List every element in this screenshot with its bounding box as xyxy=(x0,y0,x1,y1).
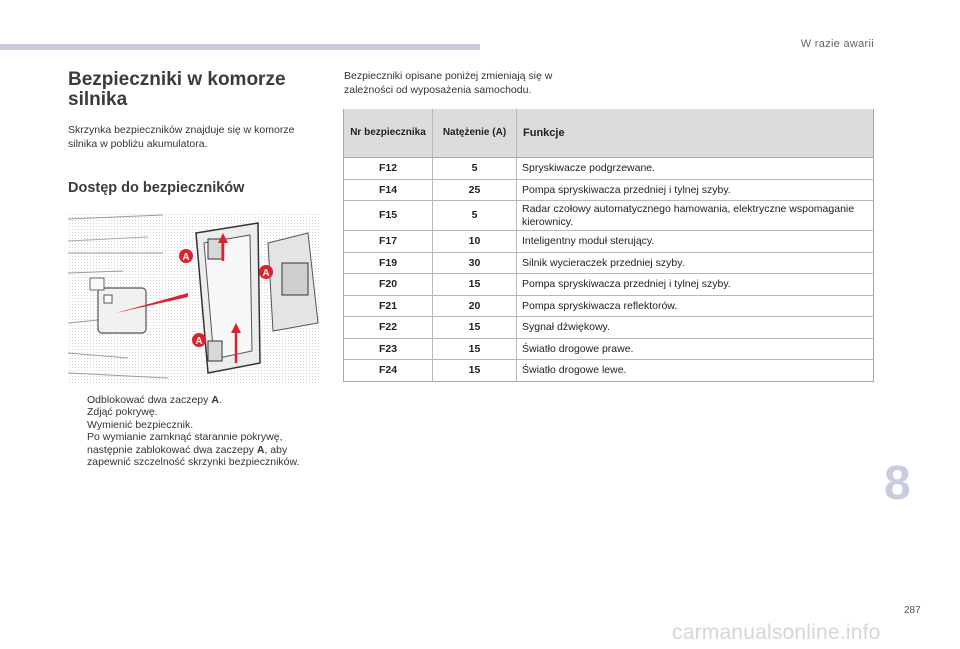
marker-a xyxy=(259,265,273,279)
step-item: Wymienić bezpiecznik. xyxy=(87,418,194,431)
fuse-box-illustration xyxy=(68,213,320,385)
header-function: Funkcje xyxy=(517,109,874,158)
table-row: F23 15 Światło drogowe prawe. xyxy=(344,338,874,360)
table-row: F20 15 Pompa spryskiwacza przedniej i tylnej szyby. xyxy=(344,274,874,296)
table-row: F22 15 Sygnał dźwiękowy. xyxy=(344,317,874,339)
marker-a xyxy=(179,249,193,263)
table-row: F14 25 Pompa spryskiwacza przedniej i tylnej szyby. xyxy=(344,179,874,201)
watermark: carmanualsonline.info xyxy=(672,621,881,644)
marker-a xyxy=(192,333,206,347)
step-item: Po wymianie zamknąć starannie pokrywę, następnie zablokować dwa zaczepy A, aby zapewnić szczelność skrzynki bezpieczników. xyxy=(87,431,300,469)
header-fuse-number: Nr bezpiecznika xyxy=(344,109,433,158)
clip-bottom xyxy=(208,341,222,361)
table-row: F24 15 Światło drogowe lewe. xyxy=(344,360,874,382)
table-row: F17 10 Inteligentny moduł sterujący. xyxy=(344,231,874,253)
table-row: F21 20 Pompa spryskiwacza reflektorów. xyxy=(344,295,874,317)
table-row: F19 30 Silnik wycieraczek przedniej szyby. xyxy=(344,252,874,274)
page-number: 287 xyxy=(904,605,921,616)
table-row: F12 5 Spryskiwacze podgrzewane. xyxy=(344,158,874,180)
fuse-table xyxy=(343,109,874,382)
steps-list xyxy=(68,394,328,468)
header-amperage: Natężenie (A) xyxy=(433,109,517,158)
table-row: F15 5 Radar czołowy automatycznego hamowania, elektryczne wspomaganie kierownicy. xyxy=(344,201,874,231)
page-title: Bezpieczniki w komorze silnika xyxy=(68,69,286,110)
step-item: Zdjąć pokrywę. xyxy=(87,406,158,419)
step-item: Odblokować dwa zaczepy A. xyxy=(87,394,222,406)
section-header: W razie awarii xyxy=(800,38,874,50)
intro-text: Skrzynka bezpieczników znajduje się w komorze silnika w pobliżu akumulatora. xyxy=(68,124,295,150)
table-header-row xyxy=(344,109,874,158)
access-subtitle: Dostęp do bezpieczników xyxy=(68,180,245,196)
equipment-note: Bezpieczniki opisane poniżej zmieniają się w zależności od wyposażenia samochodu. xyxy=(344,70,553,96)
svg-text:A: A xyxy=(195,336,203,347)
chapter-number: 8 xyxy=(884,457,911,510)
svg-text:A: A xyxy=(262,268,270,279)
header-accent-bar xyxy=(0,44,480,50)
relay-module xyxy=(282,263,308,295)
svg-text:A: A xyxy=(182,252,190,263)
